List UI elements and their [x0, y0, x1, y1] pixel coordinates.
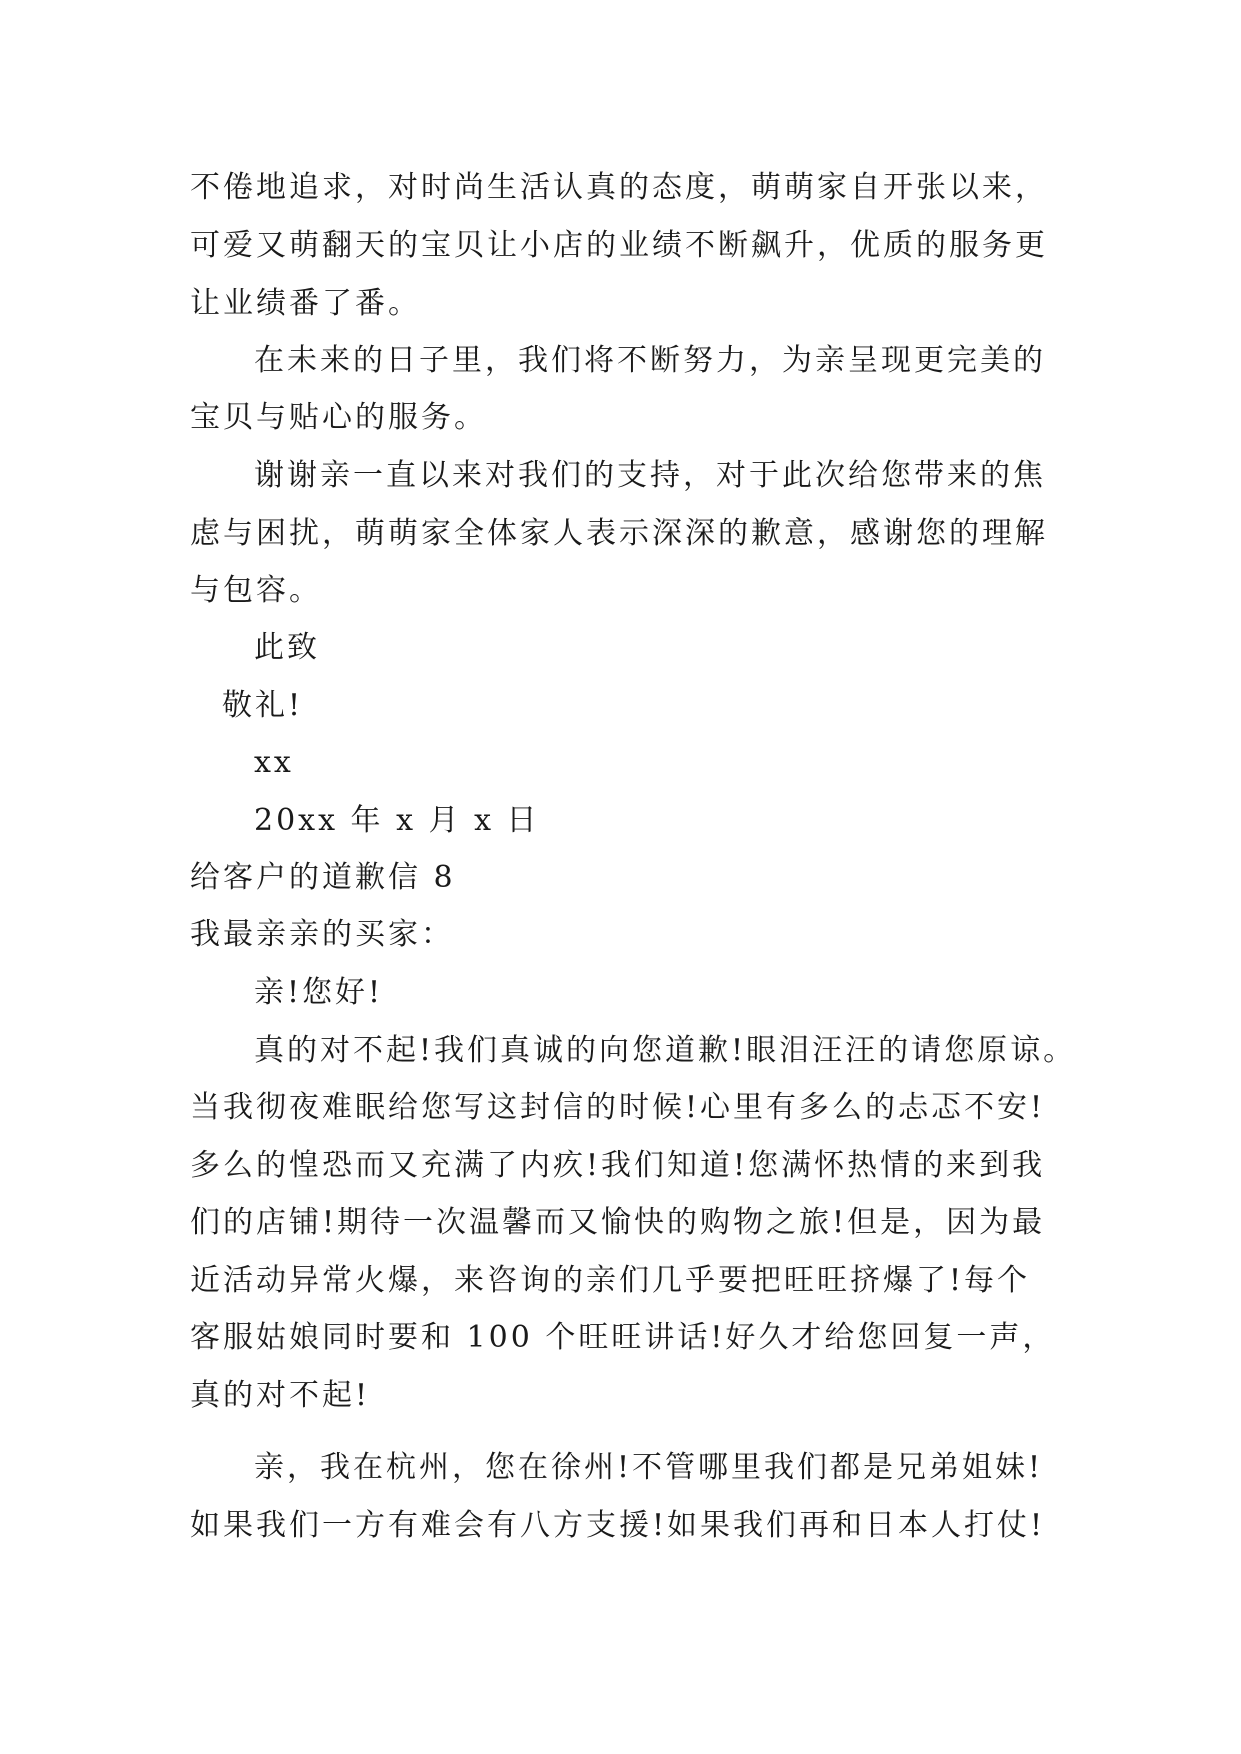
paragraph-line: 真的对不起! — [190, 1378, 371, 1413]
signature-name: xx — [254, 745, 294, 780]
paragraph-line: 让业绩番了番。 — [190, 286, 421, 321]
paragraph-line: 真的对不起!我们真诚的向您道歉!眼泪汪汪的请您原谅。 — [254, 1033, 1077, 1068]
paragraph-line: 虑与困扰，萌萌家全体家人表示深深的歉意，感谢您的理解 — [190, 516, 1048, 551]
paragraph-line: 多么的惶恐而又充满了内疚!我们知道!您满怀热情的来到我 — [190, 1148, 1046, 1183]
paragraph-line: 们的店铺!期待一次温馨而又愉快的购物之旅!但是，因为最 — [190, 1205, 1046, 1240]
signature-date: 20xx 年 x 月 x 日 — [254, 803, 540, 838]
paragraph-line: 在未来的日子里，我们将不断努力，为亲呈现更完美的 — [254, 343, 1046, 378]
letter-greeting: 我最亲亲的买家： — [190, 917, 454, 952]
paragraph-line: 谢谢亲一直以来对我们的支持，对于此次给您带来的焦 — [254, 458, 1046, 493]
closing-regards: 敬礼! — [222, 688, 304, 723]
paragraph-line: 宝贝与贴心的服务。 — [190, 400, 487, 435]
paragraph-line: 客服姑娘同时要和 100 个旺旺讲话!好久才给您回复一声， — [190, 1320, 1056, 1355]
section-heading: 给客户的道歉信 8 — [190, 860, 456, 895]
paragraph-line: 当我彻夜难眠给您写这封信的时候!心里有多么的忐忑不安! — [190, 1090, 1046, 1125]
paragraph-line: 不倦地追求，对时尚生活认真的态度，萌萌家自开张以来， — [190, 170, 1048, 205]
paragraph-line: 如果我们一方有难会有八方支援!如果我们再和日本人打仗! — [190, 1508, 1046, 1543]
paragraph-line: 可爱又萌翻天的宝贝让小店的业绩不断飙升，优质的服务更 — [190, 228, 1048, 263]
paragraph-line: 近活动异常火爆，来咨询的亲们几乎要把旺旺挤爆了!每个 — [190, 1263, 1031, 1298]
closing-salutation: 此致 — [254, 630, 320, 665]
letter-salutation: 亲!您好! — [254, 975, 384, 1010]
paragraph-line: 亲，我在杭州，您在徐州!不管哪里我们都是兄弟姐妹! — [254, 1450, 1044, 1485]
paragraph-line: 与包容。 — [190, 573, 322, 608]
